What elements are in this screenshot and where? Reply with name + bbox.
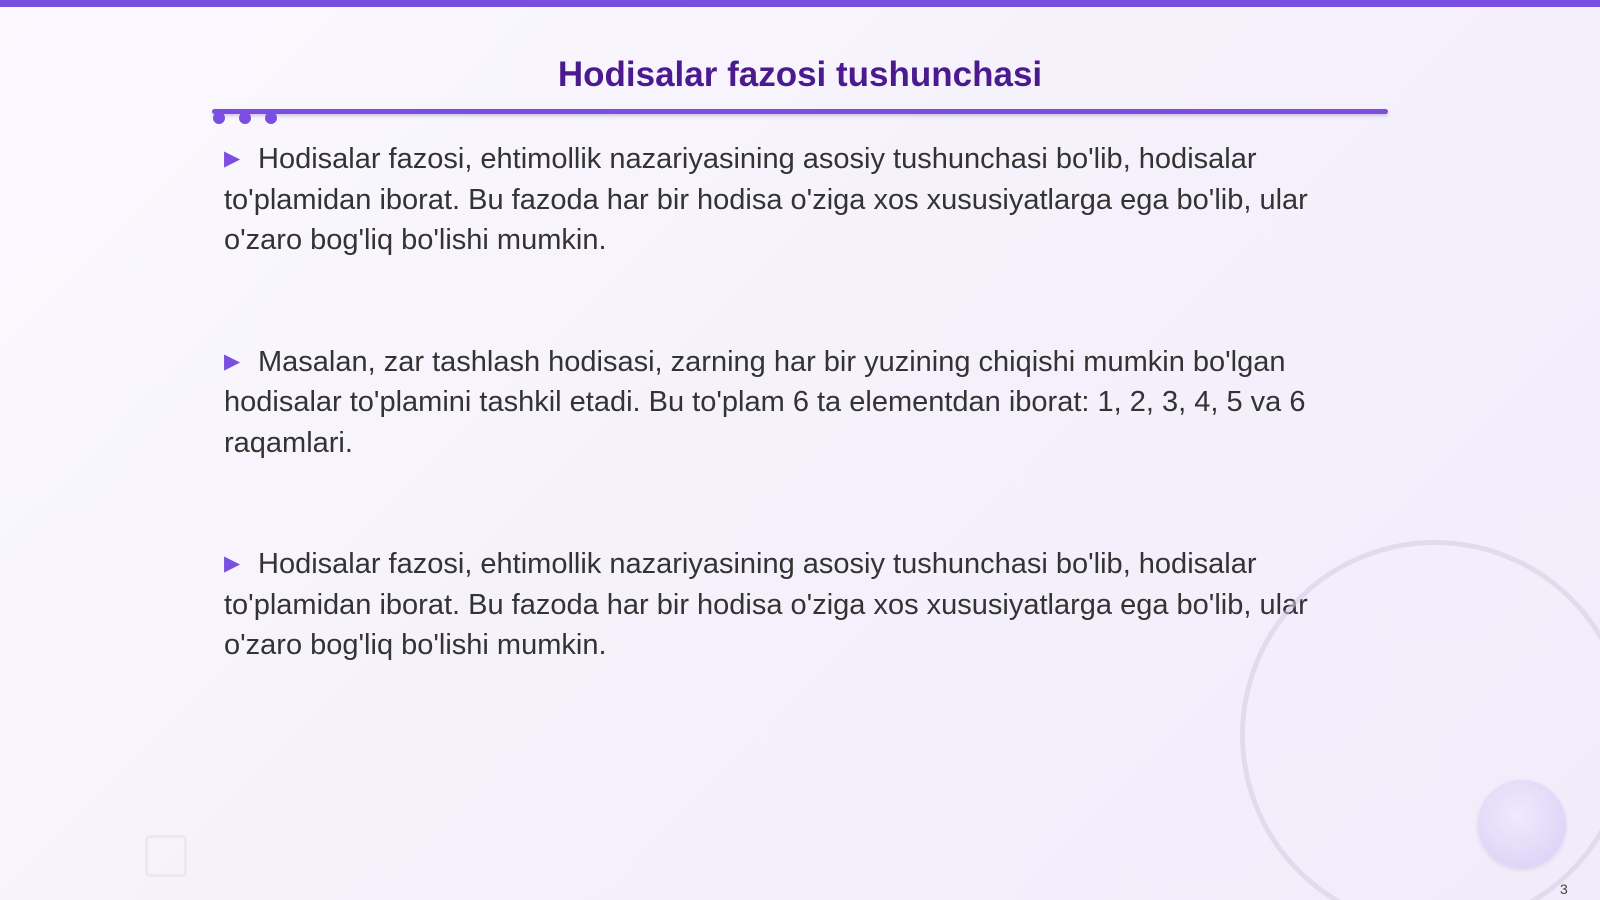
bullet-text: Hodisalar fazosi, ehtimollik nazariyasining asosiy tushunchasi bo'lib, hodisalar to'plamidan iborat. Bu fazoda har bir hodisa o'ziga xos xususiyatlarga ega bo'lib, ular o'zaro bog'liq bo'lishi mumkin. <box>224 548 1308 661</box>
bullet-list <box>224 139 1384 747</box>
decorative-circle <box>1478 780 1566 868</box>
decor-dot <box>265 112 277 124</box>
slide-title: Hodisalar fazosi tushunchasi <box>557 55 1043 94</box>
bullet-arrow-icon: ▶ <box>224 552 241 575</box>
decor-dot <box>239 112 251 124</box>
bullet-text: Masalan, zar tashlash hodisasi, zarning har bir yuzining chiqishi mumkin bo'lgan hodisalar to'plamini tashkil etadi. Bu to'plam 6 ta elementdan iborat: 1, 2, 3, 4, 5 va 6 raqamlari. <box>224 345 1306 459</box>
decorative-square <box>145 835 187 877</box>
decor-dot <box>213 112 225 124</box>
bullet-item <box>224 544 1384 666</box>
bullet-item <box>224 139 1384 261</box>
title-underline <box>212 109 1388 114</box>
bullet-arrow-icon: ▶ <box>224 349 241 373</box>
bullet-text: Hodisalar fazosi, ehtimollik nazariyasining asosiy tushunchasi bo'lib, hodisalar to'plamidan iborat. Bu fazoda har bir hodisa o'ziga xos xususiyatlarga ega bo'lib, ular o'zaro bog'liq bo'lishi mumkin. <box>224 143 1308 256</box>
bullet-item <box>224 342 1384 464</box>
page-number: 3 <box>1560 881 1568 897</box>
top-accent-bar <box>0 0 1600 7</box>
bullet-arrow-icon: ▶ <box>224 147 241 170</box>
